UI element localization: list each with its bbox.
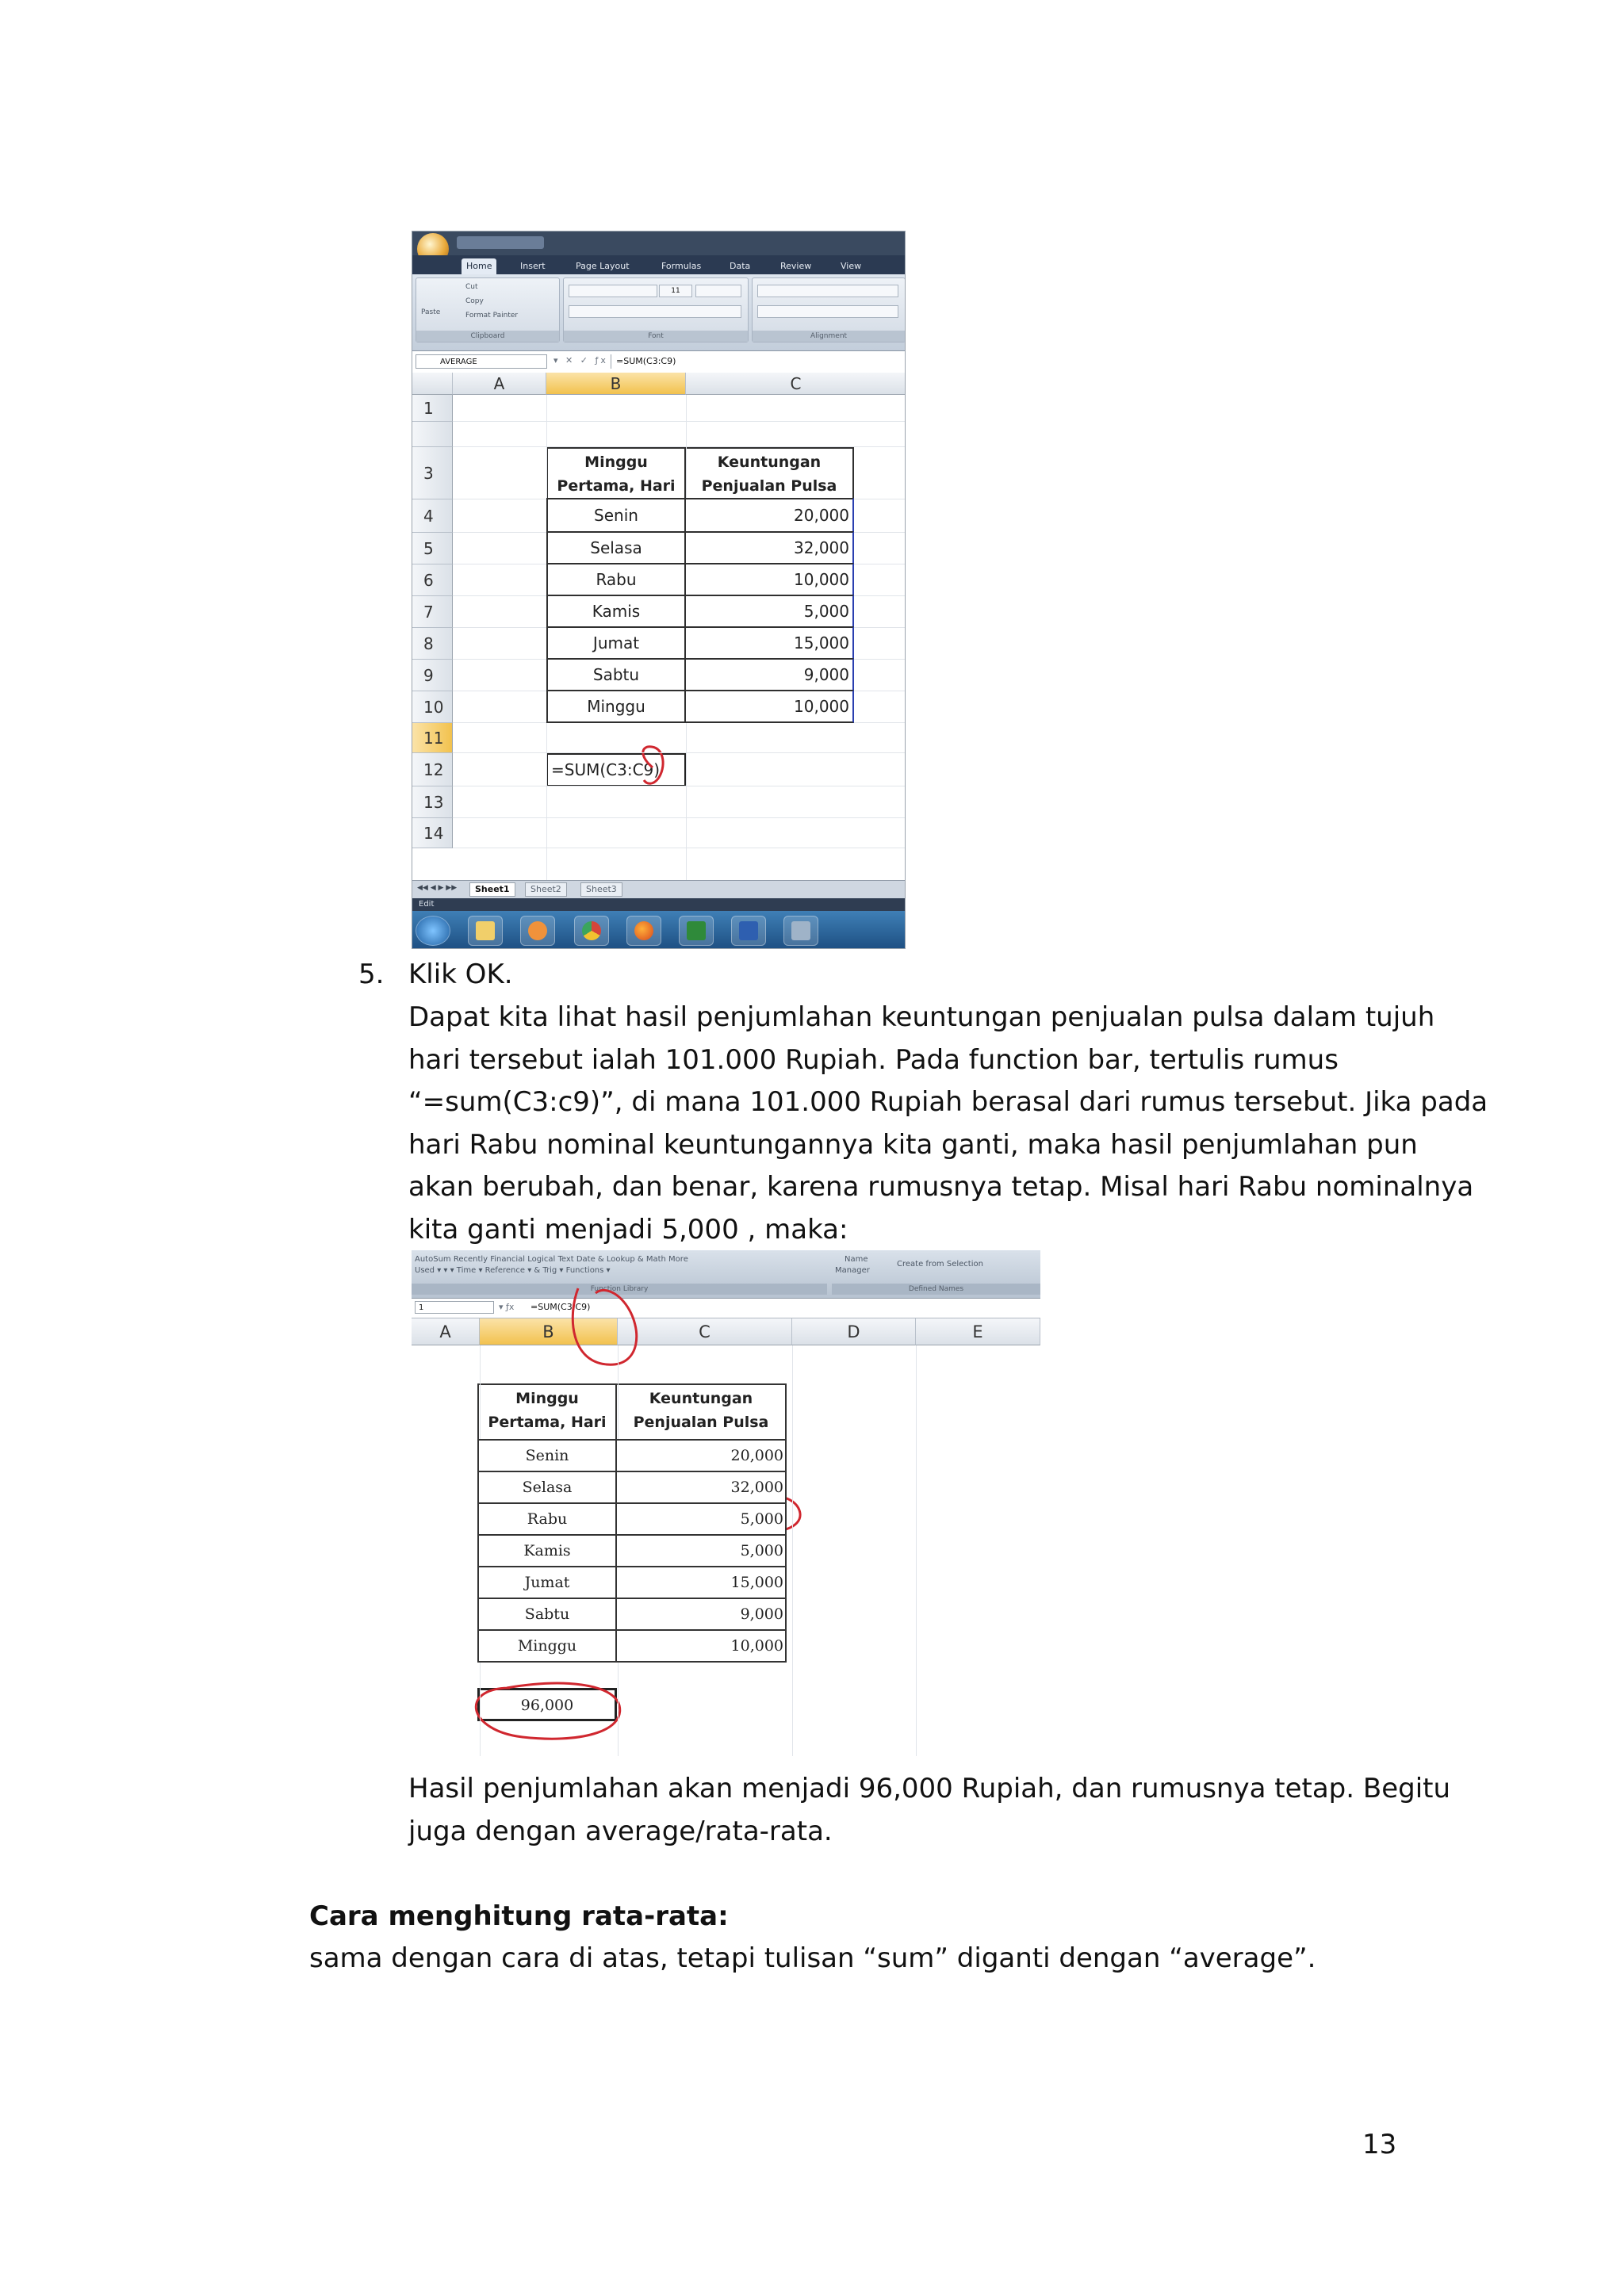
ribbon [412,274,905,351]
chrome-icon[interactable] [574,916,609,946]
table-row-day[interactable]: Sabtu [477,1598,617,1631]
name-box[interactable]: 1 [415,1301,494,1314]
table-row-value[interactable]: 5,000 [684,595,854,628]
gridline [916,1345,917,1756]
tab-home[interactable]: Home [462,258,496,274]
word-taskbar-icon[interactable] [731,916,766,946]
row-header-1[interactable]: 1 [412,395,453,422]
name-box[interactable]: AVERAGE [416,354,547,369]
column-header-a[interactable]: A [453,373,546,395]
tab-view[interactable]: View [841,261,862,271]
table-row-day[interactable]: Senin [546,498,686,533]
tab-review[interactable]: Review [780,261,812,271]
table-row-value[interactable]: 5,000 [615,1534,787,1567]
page-number: 13 [1362,2129,1397,2160]
table-row-day[interactable]: Kamis [477,1534,617,1567]
gridline [453,421,906,422]
excel-screenshot-updated-total [412,1250,1040,1756]
function-library-label: Function Library [412,1284,827,1295]
function-library-dropdowns[interactable]: Used ▾ ▾ ▾ Time ▾ Reference ▾ & Trig ▾ Functions ▾ [415,1266,611,1275]
row-header-4[interactable]: 4 [412,499,453,533]
row-header-12[interactable]: 12 [412,753,453,786]
alignment-top-buttons[interactable] [757,285,898,297]
paragraph-line: juga dengan average/rata-rata. [408,1815,833,1847]
row-header-3[interactable]: 3 [412,447,453,499]
tab-page-layout[interactable]: Page Layout [576,261,630,271]
paragraph-line: “=sum(C3:c9)”, di mana 101.000 Rupiah berasal dari rumus tersebut. Jika pada [408,1086,1488,1118]
cut-button[interactable]: Cut [465,283,478,291]
column-header-b[interactable]: B [480,1318,618,1345]
table-row-value[interactable]: 9,000 [615,1598,787,1631]
quick-access-toolbar[interactable] [457,236,544,249]
table-row-day[interactable]: Jumat [546,626,686,660]
table-row-value[interactable]: 15,000 [615,1566,787,1599]
excel-screenshot-sum-formula [412,231,906,949]
formula-bar [412,352,905,373]
table-row-value[interactable]: 20,000 [615,1439,787,1472]
paste-button[interactable]: Paste [421,308,441,316]
table-row-value[interactable]: 32,000 [615,1471,787,1504]
alignment-group [752,277,906,342]
font-size-select[interactable]: 11 [659,285,692,297]
table-row-value[interactable]: 32,000 [684,531,854,564]
tab-formulas[interactable]: Formulas [661,261,702,271]
font-format-buttons[interactable] [569,305,741,318]
font-group [563,277,749,342]
sheet-nav-arrows[interactable]: ◀◀ ◀ ▶ ▶▶ [417,884,458,892]
row-header-9[interactable]: 9 [412,660,453,691]
table-row-value[interactable]: 15,000 [684,626,854,660]
paragraph-line: hari Rabu nominal keuntungannya kita ganti, maka hasil penjumlahan pun [408,1128,1418,1161]
alignment-bottom-buttons[interactable] [757,305,898,318]
row-header-5[interactable]: 5 [412,533,453,564]
row-header-7[interactable]: 7 [412,596,453,628]
tab-sheet2[interactable]: Sheet2 [525,882,567,897]
row-header-13[interactable]: 13 [412,786,453,818]
total-cell[interactable]: 96,000 [477,1688,617,1721]
column-header-a[interactable]: A [412,1318,480,1345]
column-header-d[interactable]: D [792,1318,916,1345]
function-library-buttons[interactable]: AutoSum Recently Financial Logical Text Date & Lookup & Math More [415,1255,688,1264]
network-icon[interactable] [783,916,818,946]
table-row-day[interactable]: Minggu [477,1629,617,1663]
step-number: 5. [358,959,385,990]
paragraph-line: akan berubah, dan benar, karena rumusnya tetap. Misal hari Rabu nominalnya [408,1171,1474,1203]
paragraph-line: Dapat kita lihat hasil penjumlahan keuntungan penjualan pulsa dalam tujuh [408,1001,1435,1033]
tab-sheet3[interactable]: Sheet3 [580,882,622,897]
active-formula-cell[interactable]: =SUM(C3:C9) [546,753,686,786]
table-row-value[interactable]: 5,000 [615,1502,787,1536]
tab-insert[interactable]: Insert [520,261,546,271]
clipboard-group [416,277,560,342]
font-grow-shrink[interactable] [695,285,741,297]
paragraph-line: hari tersebut ialah 101.000 Rupiah. Pada function bar, tertulis rumus [408,1043,1339,1076]
row-header-8[interactable]: 8 [412,628,453,660]
paragraph-line: Hasil penjumlahan akan menjadi 96,000 Rupiah, dan rumusnya tetap. Begitu [408,1773,1451,1804]
table-row-value[interactable]: 10,000 [615,1629,787,1663]
table-row-day[interactable]: Selasa [477,1471,617,1504]
row-header-2[interactable] [412,422,453,447]
row-header-11[interactable]: 11 [412,723,453,753]
format-painter-button[interactable]: Format Painter [465,312,519,320]
row-header-10[interactable]: 10 [412,691,453,723]
formula-input[interactable]: =SUM(C3:C9) [611,354,905,369]
tab-data[interactable]: Data [730,261,751,271]
row-header-14[interactable]: 14 [412,818,453,848]
table-row-day[interactable]: Jumat [477,1566,617,1599]
font-name-select[interactable] [569,285,657,297]
section-heading: Cara menghitung rata-rata: [309,1900,729,1932]
row-header-6[interactable]: 6 [412,564,453,596]
table-row-day[interactable]: Rabu [546,563,686,596]
select-all-corner[interactable] [412,373,453,395]
table-row-day[interactable]: Rabu [477,1502,617,1536]
sheet-tab-bar [412,880,905,898]
column-header-b[interactable]: B [546,373,686,395]
table-row-day[interactable]: Sabtu [546,658,686,691]
defined-names-label: Defined Names [832,1284,1040,1295]
name-manager-button[interactable]: Manager [835,1266,870,1275]
header-value-cell[interactable]: Keuntungan Penjualan Pulsa [684,447,854,499]
media-player-icon[interactable] [520,916,555,946]
clipboard-group-label: Clipboard [416,331,559,342]
paragraph-average: sama dengan cara di atas, tetapi tulisan “sum” diganti dengan “average”. [309,1942,1316,1974]
step-title: Klik OK. [408,959,513,990]
tab-sheet1[interactable]: Sheet1 [469,882,515,897]
name-manager-label[interactable]: Name [845,1255,868,1264]
column-header-e[interactable]: E [916,1318,1040,1345]
start-button-icon[interactable] [416,916,450,946]
gridline [453,817,906,818]
paragraph-line: kita ganti menjadi 5,000 , maka: [408,1213,848,1246]
header-day-cell[interactable]: Minggu Pertama, Hari [477,1383,617,1441]
header-day-cell[interactable]: Minggu Pertama, Hari [546,447,686,499]
table-row-day[interactable]: Selasa [546,531,686,564]
gridline [453,446,906,447]
table-row-value[interactable]: 9,000 [684,658,854,691]
column-header-c[interactable]: C [686,373,906,395]
table-row-day[interactable]: Kamis [546,595,686,628]
fx-icon[interactable]: ▾ ƒx [499,1302,515,1312]
excel-taskbar-icon[interactable] [679,916,714,946]
table-row-value[interactable]: 10,000 [684,563,854,596]
explorer-icon[interactable] [468,916,503,946]
formula-bar-icons[interactable]: ▾ ✕ ✓ ƒx [553,355,608,365]
table-row-value[interactable]: 10,000 [684,690,854,723]
gridline [792,1345,793,1756]
gridline [453,752,906,753]
table-row-value[interactable]: 20,000 [684,498,854,533]
header-value-cell[interactable]: Keuntungan Penjualan Pulsa [615,1383,787,1441]
table-row-day[interactable]: Minggu [546,690,686,723]
status-bar: Edit [412,898,905,911]
create-from-selection-button[interactable]: Create from Selection [897,1260,983,1269]
column-header-c[interactable]: C [618,1318,792,1345]
formula-input[interactable]: =SUM(C3:C9) [530,1302,591,1312]
font-group-label: Font [564,331,748,342]
firefox-icon[interactable] [626,916,661,946]
formulas-ribbon [412,1250,1040,1299]
table-row-day[interactable]: Senin [477,1439,617,1472]
formula-bar [412,1299,1040,1318]
alignment-group-label: Alignment [753,331,905,342]
windows-taskbar [412,911,905,949]
copy-button[interactable]: Copy [465,297,484,305]
